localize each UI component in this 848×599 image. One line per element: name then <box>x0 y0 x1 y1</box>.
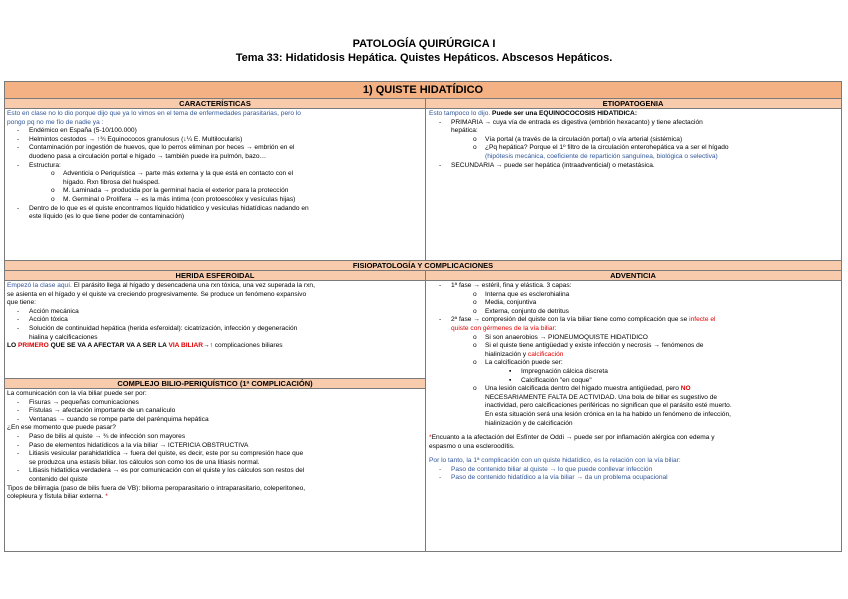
bullet-marker: o <box>473 342 477 350</box>
list-item: Solución de continuidad hepática (herida esferoidal): cicatrización, infección y degeneración <box>29 324 298 332</box>
list-item: Helmintos cestodos → ↑¾ Equinococos granulosus (↓¼ E. Multilocularis) <box>29 135 243 143</box>
footnote-mark: * <box>105 493 108 501</box>
paragraph: pongo pq no me fío de nadie ya : <box>7 118 104 126</box>
paragraph: colepleura y fístula biliar externa. <box>7 493 106 501</box>
paragraph: Puede ser una EQUINOCOCOSIS HIDATÍDICA: <box>490 110 638 117</box>
list-item: Estructura: <box>29 161 61 169</box>
highlight-text: calcificación <box>527 350 564 358</box>
list-item: Litiasis hidatídica verdadera → es por comunicación con el quiste y los cálculos son restos del <box>29 467 305 475</box>
notes-table <box>4 81 842 552</box>
sub-sub-list-item: Impregnación cálcica discreta <box>521 367 608 375</box>
sub-sub-list-item: Calcificación "en coque" <box>521 376 592 384</box>
list-item: 1ª fase → estéril, fina y elástica. 3 capas: <box>451 282 572 289</box>
bullet-marker: - <box>17 441 20 449</box>
paragraph: La comunicación con la vía biliar puede ser por: <box>7 390 147 397</box>
bullet-marker: - <box>439 465 442 473</box>
sub-list-item-continuation: NECESARIAMENTE FALTA DE ACTIVIDAD. Una bola de billar es sugestivo de <box>485 393 718 401</box>
sub-list-item: Interna que es esclerohialina <box>485 290 570 298</box>
bullet-marker: - <box>439 316 442 324</box>
bullet-marker: - <box>17 450 20 458</box>
bullet-marker: o <box>51 187 55 195</box>
bullet-marker: - <box>17 127 20 135</box>
list-item: Paso de contenido hidatídico a la vía biliar → da un problema ocupacional <box>451 474 668 482</box>
section-quiste-hidatidico-title: 1) QUISTE HIDATÍDICO <box>5 82 841 99</box>
list-item: Acción mecánica <box>29 307 79 315</box>
list-item: Ventanas → cuando se rompe parte del parénquima hepática <box>29 415 209 423</box>
list-item: Acción tóxica <box>29 316 68 324</box>
question: ¿En ese momento que puede pasar? <box>7 424 116 432</box>
arrow-up-icon: →↑ <box>203 342 213 350</box>
complejo-bilio-periquistico-header: COMPLEJO BILIO-PERIQUÍSTICO (1ª COMPLICACIÓN) <box>5 378 425 389</box>
bullet-marker: - <box>17 161 20 169</box>
list-item-continuation: hialina y calcificaciones <box>29 333 98 341</box>
paragraph: Esto en clase no lo dio porque dijo que ya lo vimos en el tema de enfermedades parasitarias, pero lo <box>7 110 301 117</box>
sub-list-item: Vía portal (a través de la circulación portal) o vía arterial (sistémica) <box>485 135 683 143</box>
bullet-marker: - <box>17 135 20 143</box>
key-point-text: LO <box>7 342 18 350</box>
sub-list-item: Si el quiste tiene antigüedad y existe infección y necrosis → fenómenos de <box>485 342 704 350</box>
list-item-continuation: duodeno pasa a circulación portal e hígado → también puede ira pulmón, bazo… <box>29 152 267 160</box>
paragraph: Tipos de bilirragia (paso de bilis fuera de VB): biliorna peroparasitario o intraparasitario, coleperitoneo, <box>7 484 306 492</box>
bullet-marker: o <box>473 333 477 341</box>
caracteristicas-content <box>7 110 423 222</box>
herida-esferoidal-content <box>7 282 423 351</box>
bullet-marker: o <box>473 144 477 152</box>
etiopatogenia-content <box>429 110 839 170</box>
list-item: Endémico en España (5-10/100.000) <box>29 127 137 135</box>
sub-list-item: Una lesión calcificada dentro del hígado muestra antigüedad, pero <box>485 385 681 393</box>
sub-list-item: Externa, conjunto de detritus <box>485 307 569 315</box>
sub-list-item-continuation: inactividad, pero calcificaciones periféricas no significan que el parásito esté muerto. <box>485 402 732 410</box>
footnote-mark: * <box>429 434 432 442</box>
sub-list-item-continuation: hialinización y <box>485 350 528 358</box>
key-point <box>7 342 423 351</box>
list-item: Dentro de lo que es el quiste encontramos líquido hidatídico y vesículas hidatídicas nadando en <box>29 204 309 212</box>
sub-list-item: M. Germinal o Prolífera → es la más íntima (con protoescólex y vesículas hijas) <box>63 195 296 203</box>
herida-esferoidal-header: HERIDA ESFEROIDAL <box>5 271 425 281</box>
key-point-highlight: PRIMERO <box>18 342 49 350</box>
list-item-continuation: hepática: <box>451 127 478 135</box>
bullet-marker: ▪ <box>509 367 512 375</box>
column-divider <box>425 271 426 551</box>
list-item: Paso de elementos hidatídicos a la vía biliar → ICTERICIA OBSTRUCTIVA <box>29 441 249 449</box>
paragraph: Por lo tanto, la 1ª complicación con un quiste hidatídico, es la relación con la vía biliar: <box>429 457 681 465</box>
list-item: PRIMARIA → cuya vía de entrada es digestiva (embrión hexacanto) y tiene afectación <box>451 118 703 126</box>
sub-list-item: M. Laminada → producida por la germinal hacia el exterior para la protección <box>63 187 289 195</box>
list-item: 2ª fase → compresión del quiste con la vía biliar tiene como complicación que se <box>451 316 690 324</box>
sub-list-item: ¿Pq hepática? Porque el 1º filtro de la circulación enterohepática va a ser el hígado <box>485 144 729 152</box>
sub-list-item-continuation: hígado. Rxn fibrosa del huésped. <box>63 178 160 186</box>
paragraph: El parásito llega al hígado y desencadena una rxn tóxica, una vez superada la rxn, <box>71 282 315 289</box>
list-item: Fístulas → afectación importante de un canalículo <box>29 407 176 415</box>
sub-list-item: Si son anaerobios → PIONEUMOQUISTE HIDATÍDICO <box>485 333 648 341</box>
note-inline: Esto tampoco lo dijo. <box>429 110 491 117</box>
bullet-marker: o <box>473 290 477 298</box>
bullet-marker: o <box>473 359 477 367</box>
bullet-marker: - <box>17 316 20 324</box>
document-title: PATOLOGÍA QUIRÚRGICA I <box>352 38 496 50</box>
bullet-marker: - <box>439 474 442 482</box>
adventicia-content <box>429 282 839 483</box>
bullet-marker: - <box>17 324 20 332</box>
fisiopatologia-header: FISIOPATOLOGÍA Y COMPLICACIONES <box>5 260 841 271</box>
bullet-marker: - <box>17 432 20 440</box>
sub-list-item: La calcificación puede ser: <box>485 359 563 367</box>
bullet-marker: - <box>17 407 20 415</box>
key-point-text: QUE SE VA A AFECTAR VA A SER LA <box>48 342 169 350</box>
sub-list-item-continuation: hialinización y de calcificación <box>485 419 573 427</box>
bullet-marker: ▪ <box>509 376 512 384</box>
list-item: Contaminación por ingestión de huevos, que lo perros eliminan por heces → embrión en el <box>29 144 295 152</box>
bullet-marker: o <box>51 170 55 178</box>
list-item: Litiasis vesicular parahidatídica → fuera del quiste, es decir, este por su compresión hace que <box>29 450 304 458</box>
list-item-continuation: este líquido (es lo que tiene poder de contaminación) <box>29 213 185 221</box>
complejo-content <box>7 390 423 502</box>
etiopatogenia-header: ETIOPATOGENIA <box>425 99 841 109</box>
list-item-continuation: quiste con gérmenes de la vía biliar: <box>451 324 557 332</box>
bullet-marker: - <box>439 282 442 289</box>
list-item: Paso de bilis al quiste → ¾ de infección son mayores <box>29 432 186 440</box>
sub-list-item: Adventicia o Periquística → parte más externa y la que está en contacto con el <box>63 170 294 178</box>
paragraph: espasmo o una escleroodítis. <box>429 442 515 450</box>
bullet-marker: - <box>17 415 20 423</box>
document-subtitle: Tema 33: Hidatidosis Hepática. Quistes Hepáticos. Abscesos Hepáticos. <box>235 52 613 64</box>
highlight-text: infecte el <box>689 316 716 324</box>
list-item: Paso de contenido biliar al quiste → lo que puede conllevar infección <box>451 465 653 473</box>
bullet-marker: - <box>17 144 20 152</box>
bullet-marker: - <box>17 467 20 475</box>
bullet-marker: o <box>473 385 477 393</box>
sub-list-item-continuation: (hipótesis mecánica, coeficiente de repartición sanguínea, biológica o selectiva) <box>485 152 718 160</box>
list-item-continuation: se produzca una estasis biliar. los cálculos son como los de una litiasis normal. <box>29 458 260 466</box>
bullet-marker: o <box>473 135 477 143</box>
bullet-marker: - <box>17 398 20 406</box>
list-item: Fisuras → pequeñas comunicaciones <box>29 398 139 406</box>
caracteristicas-header: CARACTERÍSTICAS <box>5 99 425 109</box>
paragraph: Encuanto a la afectación del Esfínter de Oddi → puede ser por inflamación alérgica con edema y <box>431 434 715 442</box>
highlight-text: NO <box>680 385 691 393</box>
bullet-marker: - <box>17 307 20 315</box>
note-inline: Empezó la clase aquí. <box>7 282 72 289</box>
bullet-marker: o <box>473 299 477 307</box>
key-point-text: complicaciones biliares <box>212 342 283 350</box>
bullet-marker: - <box>17 204 20 212</box>
paragraph: se asienta en el hígado y el quiste va creciendo progresivamente. Se produce un fenómeno expansivo <box>7 290 307 298</box>
adventicia-header: ADVENTICIA <box>425 271 841 281</box>
bullet-marker: o <box>473 307 477 315</box>
bullet-marker: - <box>439 161 442 169</box>
list-item-continuation: contenido del quiste <box>29 475 88 483</box>
sub-list-item: Media, conjuntiva <box>485 299 537 307</box>
sub-list-item-continuation: En esta situación será una lesión crónica en la ha habido un fenómeno de infección, <box>485 410 731 418</box>
paragraph: que tiene: <box>7 299 36 307</box>
bullet-marker: o <box>51 195 55 203</box>
bullet-marker: - <box>439 118 442 126</box>
column-divider <box>425 99 426 260</box>
key-point-highlight: VÍA BILIAR <box>168 342 204 350</box>
list-item: SECUNDARIA → puede ser hepática (intraadventicial) o metastásica. <box>451 161 655 169</box>
